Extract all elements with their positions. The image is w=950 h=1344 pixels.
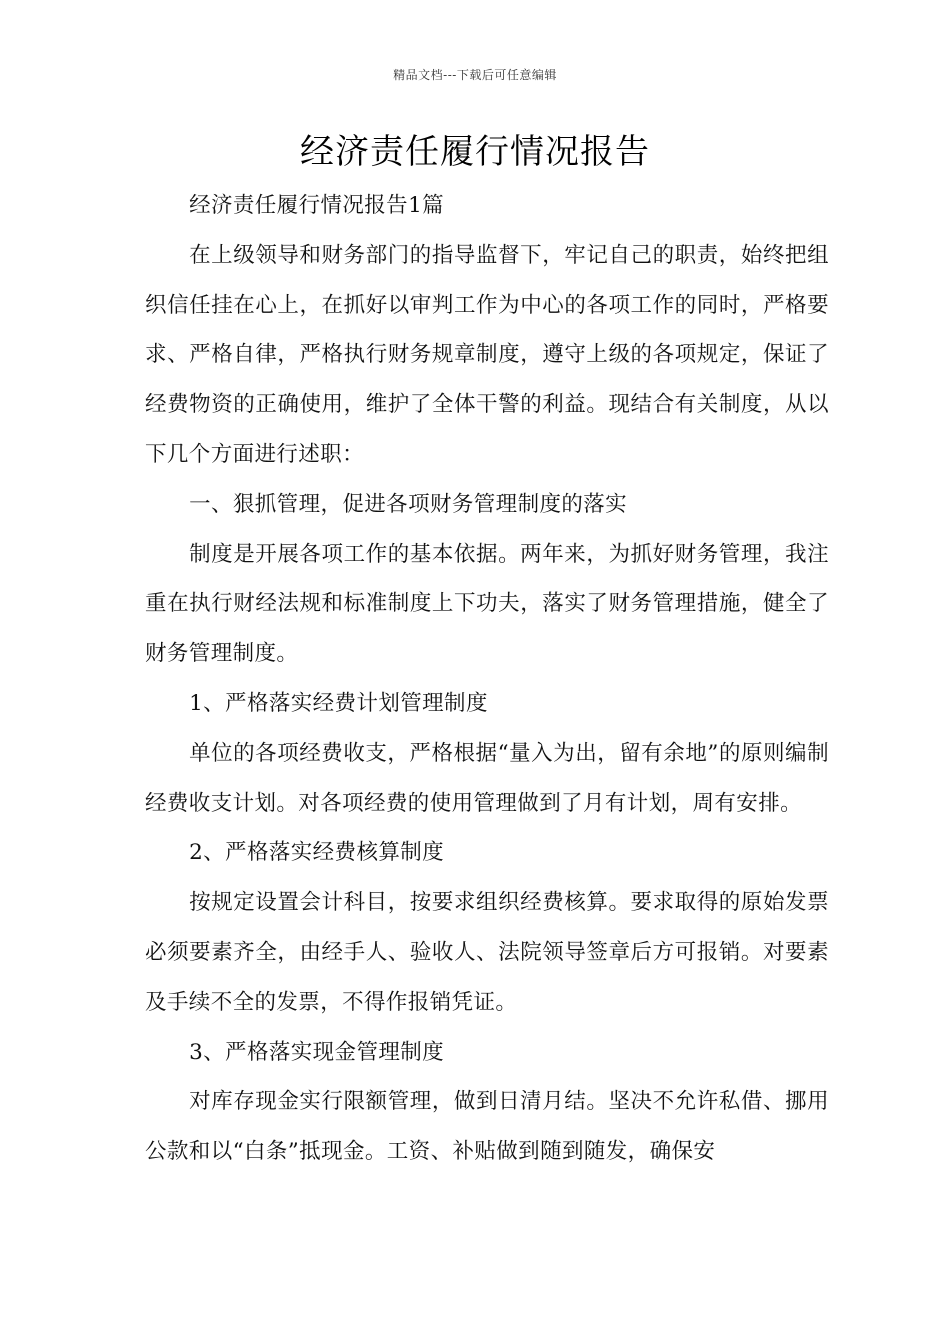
body-paragraph: 对库存现金实行限额管理，做到日清月结。坚决不允许私借、挪用公款和以“白条”抵现金。工资、补贴做到随到随发，确保安 [145, 1089, 829, 1165]
document-body [145, 181, 829, 1177]
section-heading: 一、狠抓管理，促进各项财务管理制度的落实 [189, 491, 628, 517]
subtitle-paragraph: 经济责任履行情况报告1篇 [189, 193, 445, 218]
header-note: 精品文档---下载后可任意编辑 [393, 68, 557, 82]
body-paragraph: 在上级领导和财务部门的指导监督下，牢记自己的职责，始终把组织信任挂在心上，在抓好以审判工作为中心的各项工作的同时，严格要求、严格自律，严格执行财务规章制度，遵守上级的各项规定，保证了经费物资的正确使用，维护了全体干警的利益。现结合有关制度，从以下几个方面进行述职： [145, 242, 829, 467]
document-title: 经济责任履行情况报告 [300, 132, 650, 172]
subsection-heading: 2、严格落实经费核算制度 [189, 840, 445, 866]
subsection-heading: 1、严格落实经费计划管理制度 [189, 690, 488, 716]
body-paragraph: 制度是开展各项工作的基本依据。两年来，为抓好财务管理，我注重在执行财经法规和标准制度上下功夫，落实了财务管理措施，健全了财务管理制度。 [145, 541, 829, 667]
body-paragraph: 按规定设置会计科目，按要求组织经费核算。要求取得的原始发票必须要素齐全，由经手人、验收人、法院领导签章后方可报销。对要素及手续不全的发票，不得作报销凭证。 [145, 890, 829, 1015]
body-paragraph: 单位的各项经费收支，严格根据“量入为出，留有余地”的原则编制经费收支计划。对各项经费的使用管理做到了月有计划，周有安排。 [145, 740, 829, 816]
subsection-heading: 3、严格落实现金管理制度 [189, 1039, 445, 1065]
